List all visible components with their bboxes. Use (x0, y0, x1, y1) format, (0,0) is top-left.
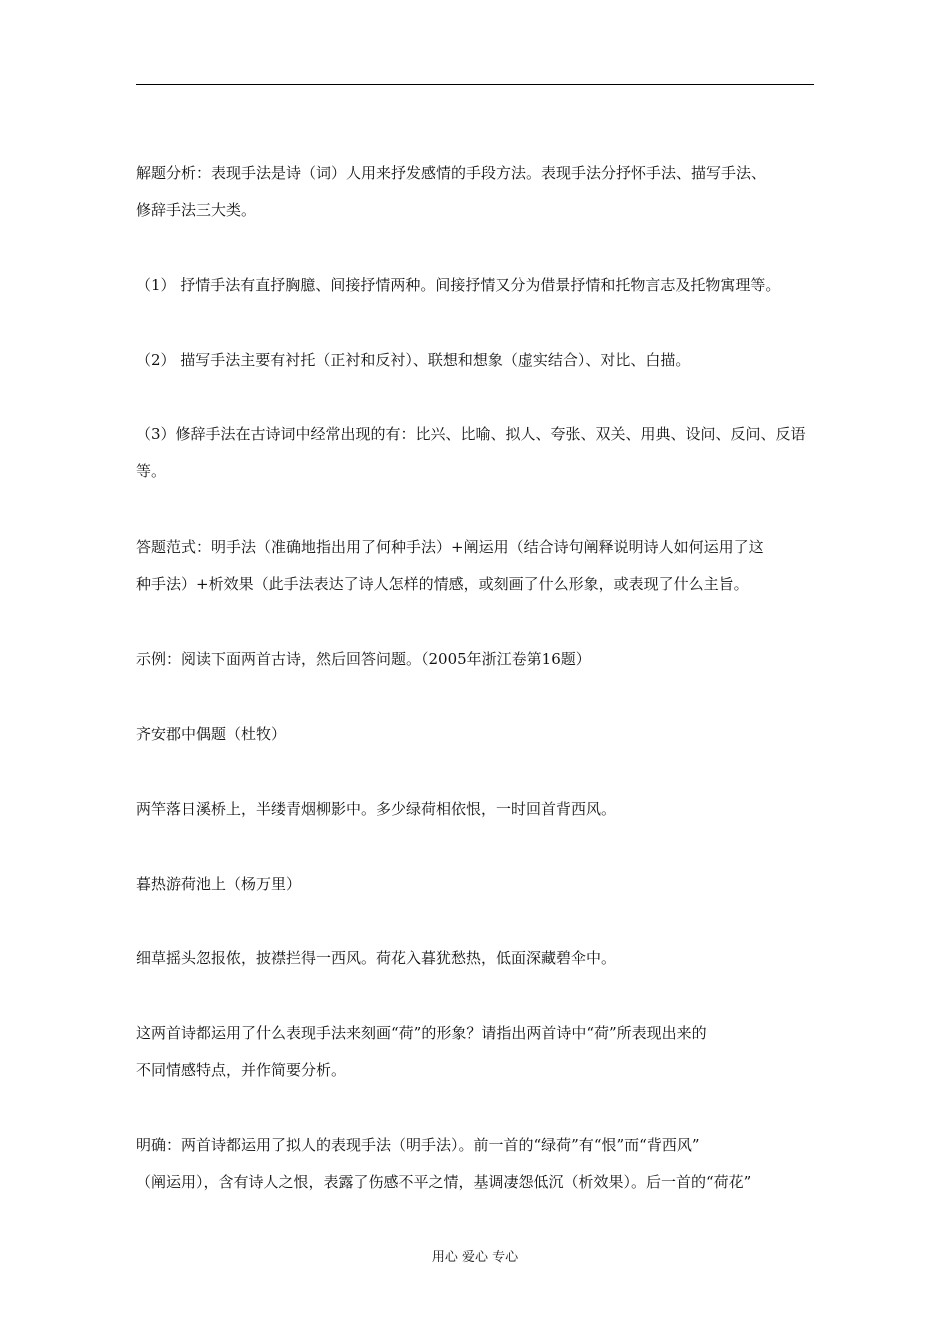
paragraph-analysis (136, 155, 826, 229)
paragraph-line: （3）修辞手法在古诗词中经常出现的有：比兴、比喻、拟人、夸张、双关、用典、设问、反问、反语 (136, 425, 806, 443)
paragraph-line: 两竿落日溪桥上，半缕青烟柳影中。多少绿荷相依恨，一时回首背西风。 (136, 800, 617, 818)
paragraph-line: 种手法）+析效果（此手法表达了诗人怎样的情感，或刻画了什么形象，或表现了什么主旨。 (136, 575, 749, 593)
paragraph-item-2 (136, 342, 826, 379)
paragraph-line: 答题范式：明手法（准确地指出用了何种手法）+阐运用（结合诗句阐释说明诗人如何运用了这 (136, 538, 764, 556)
paragraph-line: 修辞手法三大类。 (136, 201, 257, 219)
paragraph-example (136, 641, 826, 678)
paragraph-line: 细草摇头忽报侬，披襟拦得一西风。荷花入暮犹愁热，低面深藏碧伞中。 (136, 949, 617, 967)
paragraph-line: 等。 (136, 462, 167, 480)
poem-1-text (136, 791, 826, 828)
paragraph-question (136, 1015, 826, 1089)
header-rule (136, 84, 814, 85)
paragraph-line: 明确：两首诗都运用了拟人的表现手法（明手法）。前一首的“绿荷”有“恨”而“背西风” (136, 1136, 700, 1154)
paragraph-line: 不同情感特点，并作简要分析。 (136, 1061, 347, 1079)
poem-1-title (136, 716, 826, 753)
paragraph-line: 这两首诗都运用了什么表现手法来刻画“荷”的形象？请指出两首诗中“荷”所表现出来的 (136, 1024, 707, 1042)
paragraph-answer-format (136, 529, 826, 603)
paragraph-line: （阐运用），含有诗人之恨，表露了伤感不平之情，基调凄怨低沉（析效果）。后一首的“荷花” (136, 1173, 752, 1191)
paragraph-item-1 (136, 267, 826, 304)
paragraph-answer (136, 1127, 826, 1201)
poem-2-text (136, 940, 826, 977)
paragraph-line: （2） 描写手法主要有衬托（正衬和反衬）、联想和想象（虚实结合）、对比、白描。 (136, 351, 691, 369)
paragraph-item-3 (136, 416, 826, 490)
paragraph-line: 暮热游荷池上（杨万里） (136, 875, 302, 893)
paragraph-line: 示例：阅读下面两首古诗，然后回答问题。（2005年浙江卷第16题） (136, 650, 591, 668)
paragraph-line: （1） 抒情手法有直抒胸臆、间接抒情两种。间接抒情又分为借景抒情和托物言志及托物寓理等。 (136, 276, 781, 294)
page-footer: 用心 爱心 专心 (431, 1250, 519, 1265)
paragraph-line: 解题分析：表现手法是诗（词）人用来抒发感情的手段方法。表现手法分抒怀手法、描写手法、 (136, 164, 767, 182)
paragraph-line: 齐安郡中偶题（杜牧） (136, 725, 287, 743)
poem-2-title (136, 866, 826, 903)
